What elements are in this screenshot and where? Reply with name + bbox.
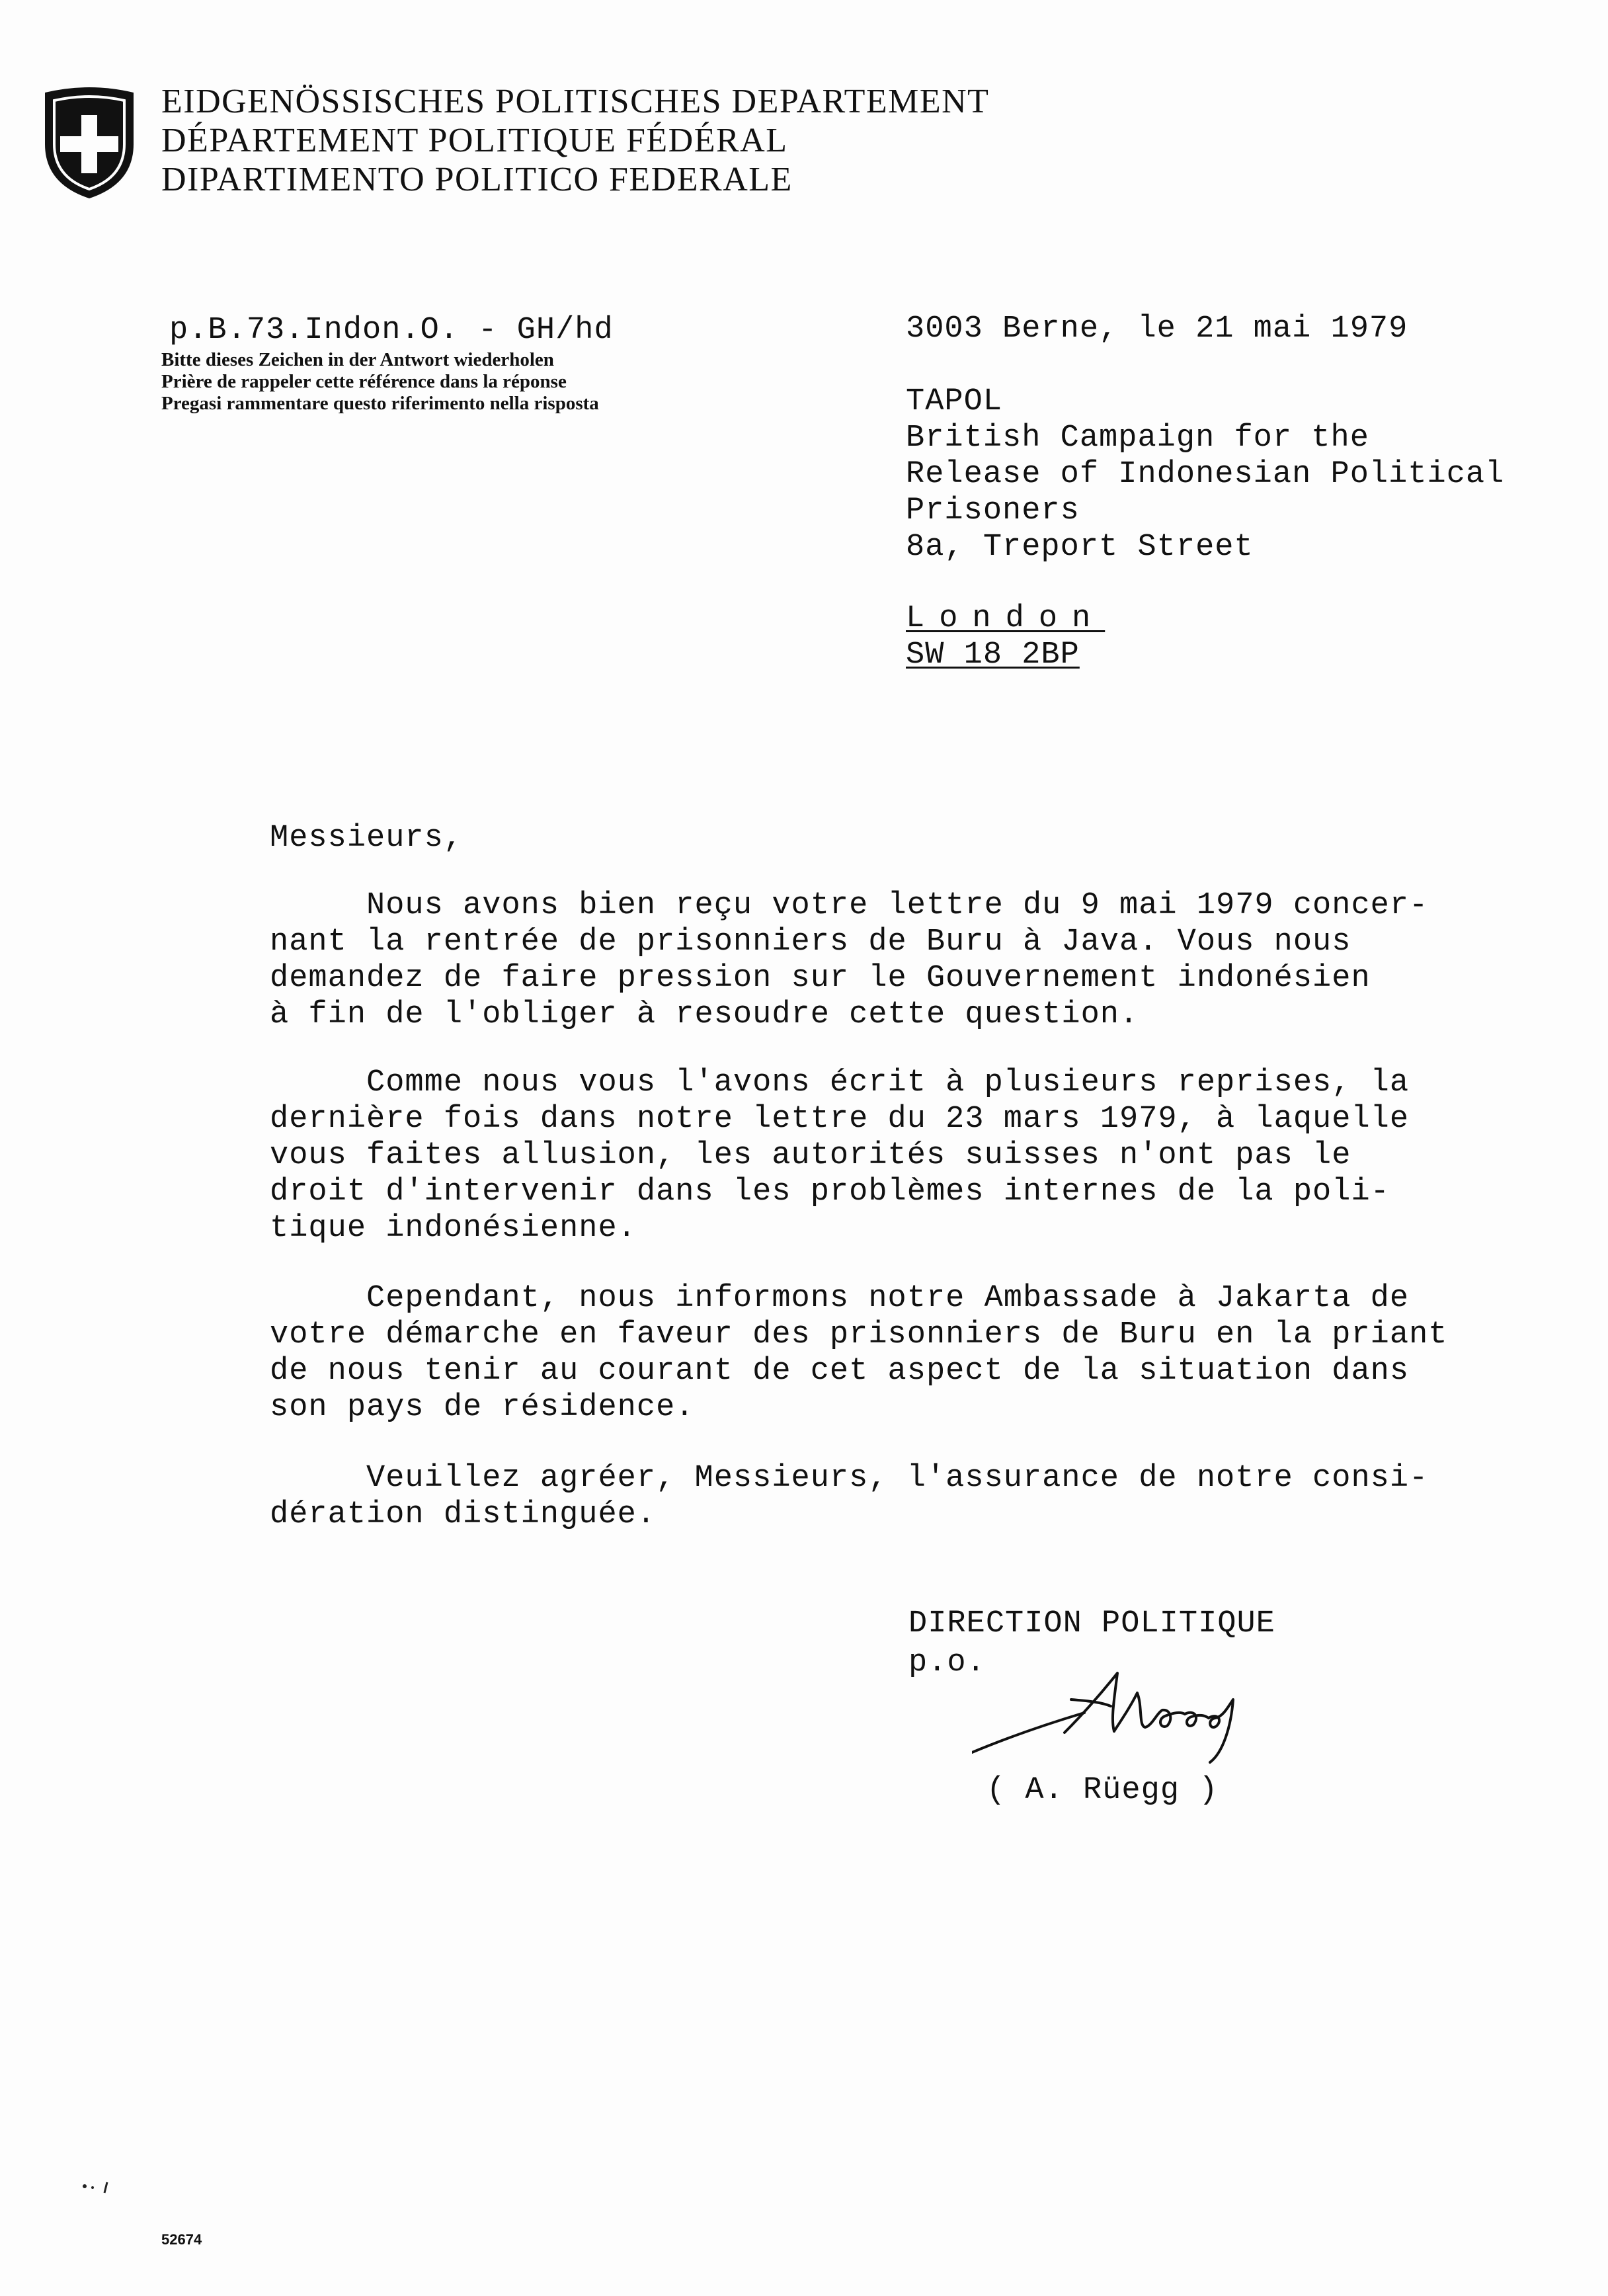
footer-code: 52674	[161, 2231, 202, 2248]
letterhead-fr: DÉPARTEMENT POLITIQUE FÉDÉRAL	[161, 122, 788, 159]
reference-code: p.B.73.Indon.O. - GH/hd	[169, 313, 614, 348]
recipient-line: 8a, Treport Street	[906, 530, 1254, 565]
closing-per-order: p.o.	[908, 1645, 986, 1680]
closing-department: DIRECTION POLITIQUE	[908, 1606, 1275, 1641]
recipient-address	[906, 384, 1504, 565]
recipient-line: Release of Indonesian Political	[906, 457, 1505, 492]
body-paragraph-3: Cependant, nous informons notre Ambassade à Jakarta de votre démarche en faveur des prisonniers de Buru en la priant de nous tenir au courant de cet aspect de la situation dans son pays de résidence.	[270, 1281, 1448, 1425]
swiss-shield-icon	[40, 85, 139, 200]
place-date: 3003 Berne, le 21 mai 1979	[906, 311, 1408, 347]
reference-note-de: Bitte dieses Zeichen in der Antwort wiederholen	[161, 349, 554, 370]
recipient-line: Prisoners	[906, 493, 1080, 528]
body-paragraph-4: Veuillez agréer, Messieurs, l'assurance de notre consi- dération distinguée.	[270, 1461, 1429, 1532]
reference-note-it: Pregasi rammentare questo riferimento nella risposta	[161, 393, 599, 414]
letterhead-de: EIDGENÖSSISCHES POLITISCHES DEPARTEMENT	[161, 83, 990, 120]
body-paragraph-1: Nous avons bien reçu votre lettre du 9 mai 1979 concer- nant la rentrée de prisonniers de Buru à Java. Vous nous demandez de faire pression sur le Gouvernement indonésien à fin de l'obliger à resoudre cette question.	[270, 888, 1429, 1032]
body-paragraph-2: Comme nous vous l'avons écrit à plusieurs reprises, la dernière fois dans notre lettre du 23 mars 1979, à laquelle vous faites allusion, les autorités suisses n'ont pas le droit d'intervenir dans les problèmes internes de la poli- tique indonésienne.	[270, 1065, 1410, 1246]
stray-mark	[78, 2177, 118, 2197]
recipient-postcode: SW 18 2BP	[906, 637, 1080, 673]
reference-note-fr: Prière de rappeler cette référence dans la réponse	[161, 371, 567, 392]
signature	[972, 1653, 1250, 1766]
salutation: Messieurs,	[270, 821, 463, 856]
letterhead-it: DIPARTIMENTO POLITICO FEDERALE	[161, 161, 793, 198]
signer-name: ( A. Rüegg )	[986, 1773, 1219, 1808]
recipient-line: TAPOL	[906, 384, 1003, 419]
recipient-city: London	[906, 601, 1106, 636]
recipient-line: British Campaign for the	[906, 421, 1369, 456]
